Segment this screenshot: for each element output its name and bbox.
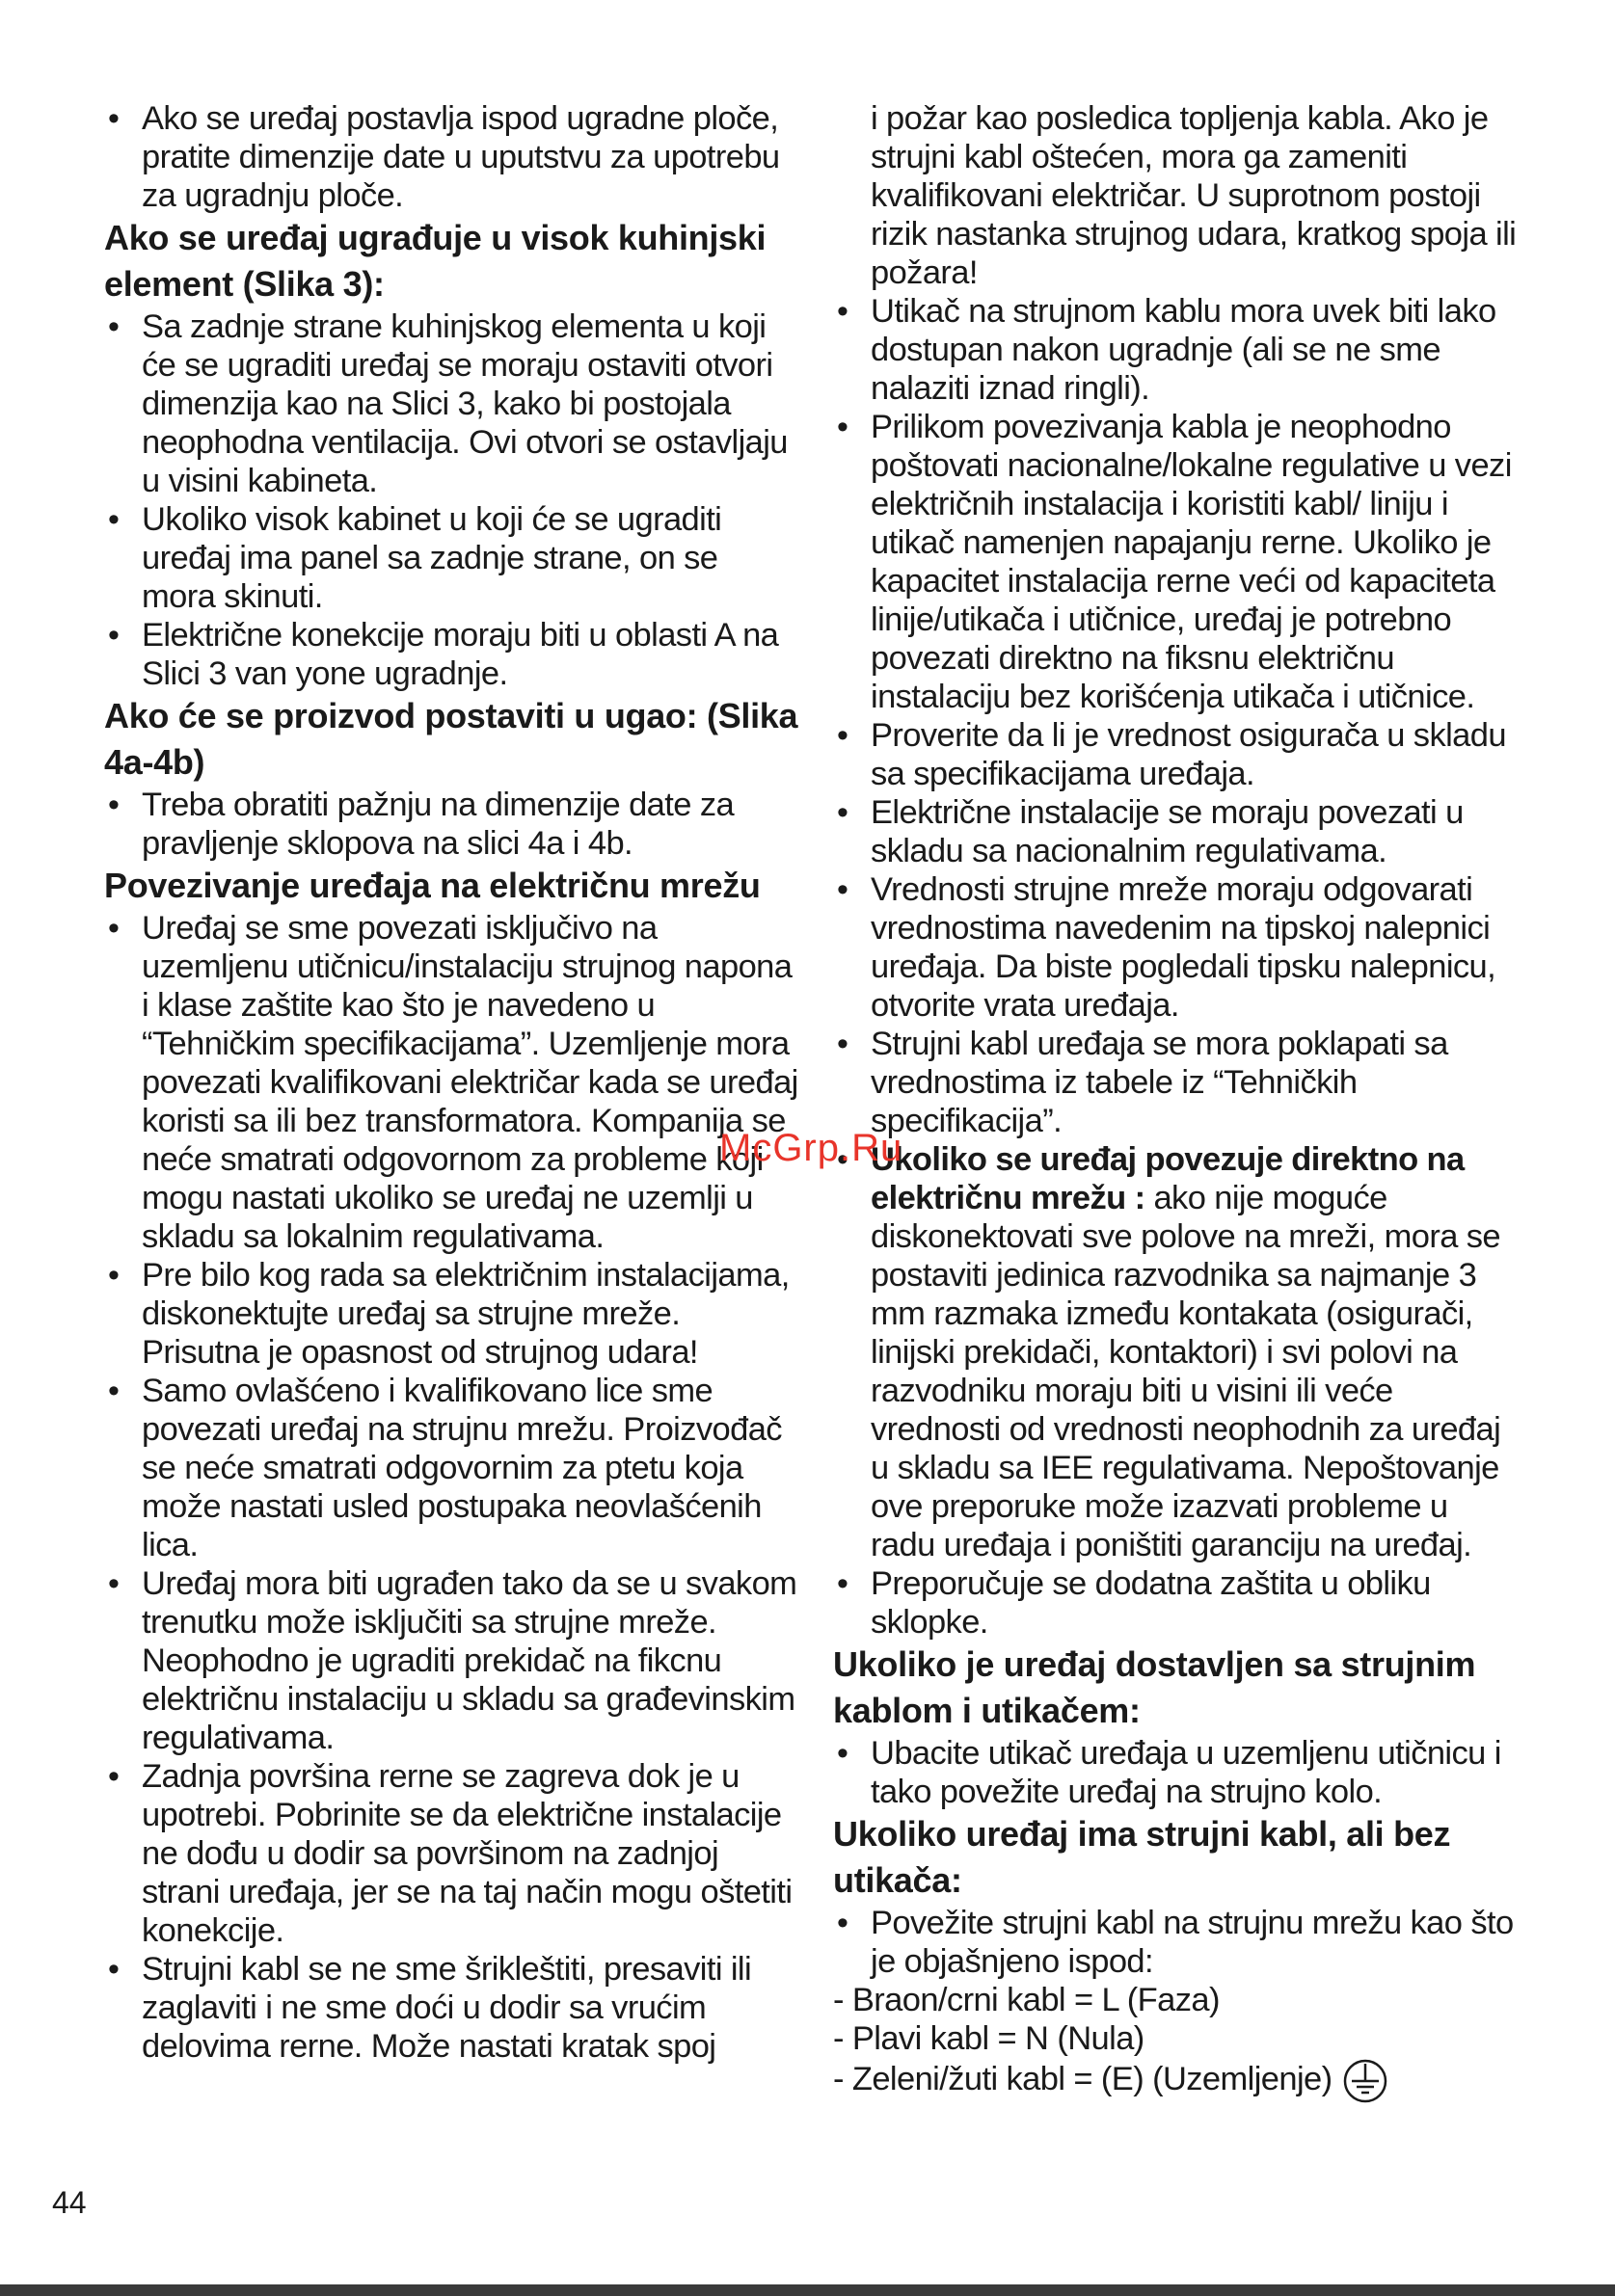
ground-symbol-icon [1342,2058,1388,2104]
list-item: • Pre bilo kog rada sa električnim instalacijama, diskonektujte uređaj sa strujne mreže. Prisutna je opasnost od strujnog udara! [104,1256,798,1372]
list-item: • Ubacite utikač uređaja u uzemljenu utičnicu i tako povežite uređaj na strujno kolo. [833,1734,1518,1811]
list-item: • Strujni kabl se ne sme šrikleštiti, presaviti ili zaglaviti i ne sme doći u dodir sa vrućim delovima rerne. Može nastati kratak spoj [104,1950,798,2066]
section-heading-electrical: Povezivanje uređaja na električnu mrežu [104,866,761,905]
list-item: • Sa zadnje strane kuhinjskog elementa u koji će se ugraditi uređaj se moraju ostaviti otvori dimenzija kao na Slici 3, kako bi postojala neophodna ventilacija. Ovi otvori se ostavljaju u visini kabineta. [104,307,798,500]
list-item: • Zadnja površina rerne se zagreva dok je u upotrebi. Pobrinite se da električne instalacije ne dođu u dodir sa površinom na zadnjoj strani uređaja, jer se na taj način mogu oštetiti konekcije. [104,1757,798,1950]
bullet-list [104,307,798,693]
list-item: • Električne konekcije moraju biti u oblasti A na Slici 3 van yone ugradnje. [104,616,798,693]
list-item: • Ako se uređaj postavlja ispod ugradne ploče, pratite dimenzije date u uputstvu za upotrebu za ugradnju ploče. [104,99,798,215]
bold-lead: Ukoliko se uređaj povezuje direktno na električnu mrežu : [871,1141,1465,1216]
wire-line-earth-text: - Zeleni/žuti kabl = (E) (Uzemljenje) [833,2061,1332,2098]
list-item: • Uređaj se sme povezati isključivo na uzemljenu utičnicu/instalaciju strujnog napona i klase zaštite kao što je navedeno u “Tehničkim specifikacijama”. Uzemljenje mora povezati kvalifikovani električar kada se uređaj koristi sa ili bez transformatora. Kompanija se neće smatrati odgovornom za probleme koji mogu nastati ukoliko se uređaj ne uzemlji u skladu sa lokalnim regulativama. [104,909,798,1256]
right-column [833,99,1518,2104]
list-item: • Utikač na strujnom kablu mora uvek biti lako dostupan nakon ugradnje (ali se ne sme nalaziti iznad ringli). [833,292,1518,408]
list-item-text: ako nije moguće diskonektovati sve polove na mreži, mora se postaviti jedinica razvodnika sa najmanje 3 mm razmaka između kontakata (osigurači, linijski prekidači, kontaktori) i svi polovi na razvodniku moraju biti u visini ili veće vrednosti od vrednosti neophodnih za uređaj u skladu sa IEE regulativama. Nepoštovanje ove preporuke može izazvati probleme u radu uređaja i poništiti garanciju na uređaj. [871,1180,1501,1563]
list-item: • Povežite strujni kabl na strujnu mrežu kao što je objašnjeno ispod: [833,1904,1518,1981]
list-item [833,1140,1518,1564]
wire-line-neutral: - Plavi kabl = N (Nula) [833,2020,1144,2057]
list-item: • Uređaj mora biti ugrađen tako da se u svakom trenutku može isključiti sa strujne mreže. Neophodno je ugraditi prekidač na fikcnu električnu instalaciju u skladu sa građevinskim regulativama. [104,1564,798,1757]
bullet-list [104,909,798,2066]
section-heading-corner: Ako će se proizvod postaviti u ugao: (Slika 4a-4b) [104,696,798,782]
bullet-list [833,1904,1518,1981]
section-heading-tall-cabinet: Ako se uređaj ugrađuje u visok kuhinjski element (Slika 3): [104,218,767,304]
list-item: • Električne instalacije se moraju povezati u skladu sa nacionalnim regulativama. [833,793,1518,870]
bullet-list [104,786,798,863]
bullet-list [833,292,1518,1642]
list-item: • Vrednosti strujne mreže moraju odgovarati vrednostima navedenim na tipskoj nalepnici uređaja. Da biste pogledali tipsku nalepnicu, otvorite vrata uređaja. [833,870,1518,1025]
bullet-list [833,1734,1518,1811]
list-item: • Prilikom povezivanja kabla je neophodno poštovati nacionalne/lokalne regulative u vezi električnih instalacija i koristiti kabl/ liniju i utikač namenjen napajanju rerne. Ukoliko je kapacitet instalacija rerne veći od kapaciteta linije/utikača i utičnice, uređaj je potrebno povezati direktno na fiksnu električnu instalaciju bez korišćenja utikača i utičnice. [833,408,1518,716]
page-number: 44 [52,2185,87,2220]
wire-line-phase: - Braon/crni kabl = L (Faza) [833,1982,1220,2018]
list-item: • Samo ovlašćeno i kvalifikovano lice sme povezati uređaj na strujnu mrežu. Proizvođač se neće smatrati odgovornim za ptetu koja može nastati usled postupaka neovlašćenih lica. [104,1372,798,1564]
list-item: • Proverite da li je vrednost osigurača u skladu sa specifikacijama uređaja. [833,716,1518,793]
wire-line-earth [833,2058,1518,2104]
bullet-list [104,99,798,215]
section-heading-cable-without-plug: Ukoliko uređaj ima strujni kabl, ali bez utikača: [833,1814,1451,1900]
list-item: • Preporučuje se dodatna zaštita u obliku sklopke. [833,1564,1518,1642]
watermark: McGrp.Ru [719,1127,903,1169]
left-column [104,99,798,2066]
list-item: • Strujni kabl uređaja se mora poklapati sa vrednostima iz tabele iz “Tehničkih specifikacija”. [833,1025,1518,1140]
bottom-rule [0,2284,1615,2296]
list-item: • Treba obratiti pažnju na dimenzije date za pravljenje sklopova na slici 4a i 4b. [104,786,798,863]
section-heading-cable-with-plug: Ukoliko je uređaj dostavljen sa strujnim kablom i utikačem: [833,1644,1476,1730]
list-item: • Ukoliko visok kabinet u koji će se ugraditi uređaj ima panel sa zadnje strane, on se mora skinuti. [104,500,798,616]
continued-paragraph: i požar kao posledica topljenja kabla. Ako je strujni kabl oštećen, mora ga zameniti kvalifikovani električar. U suprotnom postoji rizik nastanka strujnog udara, kratkog spoja ili požara! [871,100,1517,291]
